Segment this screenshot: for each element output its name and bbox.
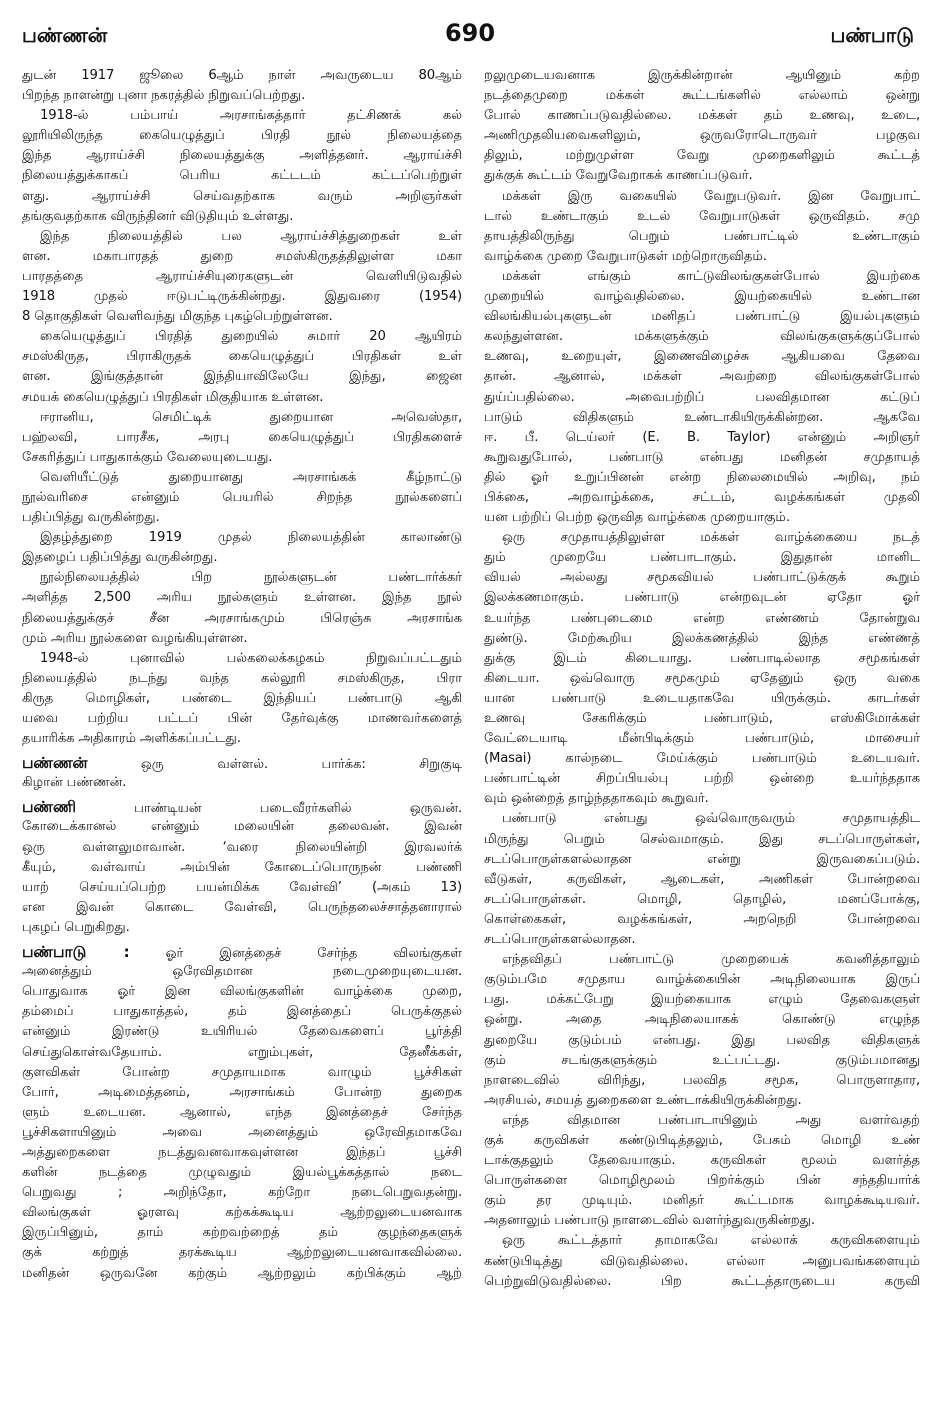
line-text: கலந்துள்ளன. மக்களுக்கும் விலங்குகளுக்குப்போல் [484, 329, 920, 345]
line-text: விலங்கியல்புகளுடன் மனிதப் பண்பாட்டு இயல்புகளும் [484, 309, 920, 325]
text-line [484, 609, 920, 629]
line-text: செய்துகொள்வதேயாம். எறும்புகள், தேனீக்கள், [22, 1044, 462, 1060]
text-line [22, 247, 462, 267]
text-line [484, 126, 920, 146]
line-text: திலும், மற்றுமுள்ள வேறு முறைகளிலும் கூட்டத் [484, 148, 920, 164]
line-text: ஈ. பீ. டெய்லர் (E. B. Taylor) என்னும் அறிஞர் [484, 429, 920, 445]
text-line [484, 247, 920, 267]
line-text: பாரதத்தை ஆராய்ச்சியுரைகளுடன் வெளியிடுவதில் [22, 268, 462, 284]
line-text: கிடையா. ஒவ்வொரு சமூகமும் ஏதேனும் ஒரு வகை [484, 670, 920, 686]
line-text: ஒரு சமுதாயத்திலுள்ள மக்கள் வாழ்க்கையை நடத் [502, 530, 920, 546]
line-text: பஹ்லவி, பாரசீக, அரபு கையெழுத்துப் பிரதிகளைச் [22, 429, 462, 445]
line-text: எந்த விதமான பண்பாடாயினும் அது வளர்வதற் [502, 1112, 920, 1128]
line-text: லூரியிலிருந்த கையெழுத்துப் பிரதி நூல் நிலையத்தை [22, 128, 462, 144]
line-text: முறையில் வாழ்வதில்லை. இயற்கையில் உண்டான [484, 289, 920, 305]
line-text: தங்குவதற்காக விருந்தினர் விடுதியும் உள்ளது. [22, 208, 294, 224]
text-line [22, 388, 462, 408]
text-line [22, 1123, 462, 1143]
text-line [484, 1211, 920, 1231]
text-line [22, 588, 462, 608]
line-text: நிலையத்துக்குச் சீன அரசாங்கமும் பிரெஞ்சு அரசாங்க [22, 610, 462, 626]
text-line [22, 609, 462, 629]
line-text: சடப்பொருள்களல்லாதன என்று இருவகைப்படும். [484, 851, 920, 867]
line-text: துக்குக் கூட்டம் வேறுவேறாகக் காணப்படுவர். [484, 168, 753, 184]
line-text: மும் அரிய நூல்களை வழங்கியுள்ளன. [22, 630, 248, 646]
text-line [22, 528, 462, 548]
text-line [22, 1264, 462, 1284]
line-text: வேட்டையாடி மீன்பிடிக்கும் பண்பாடும், மாசையர் [484, 731, 920, 747]
text-line [484, 709, 920, 729]
line-text: கையெழுத்துப் பிரதித் துறையில் சுமார் 20 ஆயிரம் [40, 329, 462, 345]
line-text: நூல்வரிசை என்னும் பெயரில் சிறந்த நூல்களைப் [22, 489, 462, 505]
text-line [22, 548, 462, 568]
line-text: றலுமுடையவனாக இருக்கின்றான் ஆயினும் கற்ற [484, 68, 920, 83]
text-line [22, 918, 462, 938]
line-text: மக்கள் இரு வகையில் வேறுபடுவர். இன வேறுபாட் [502, 188, 920, 204]
text-line [484, 649, 920, 669]
line-text: மக்கள் எங்கும் காட்டுவிலங்குகள்போல் இயற்கை [502, 268, 920, 284]
line-text: புகழப் பெறுகிறது. [22, 919, 130, 935]
text-line [484, 86, 920, 106]
line-text: பாண்டியன் படைவீரர்களில் ஒருவன். [75, 801, 462, 817]
line-text: தயாரிக்க அதிகாரம் அளிக்கப்பட்டது. [22, 731, 241, 747]
line-text: இந்த ஆராய்ச்சி நிலையத்துக்கு அளித்தனர். ஆராய்ச்சி [22, 148, 462, 164]
text-line [484, 227, 920, 247]
line-text: தும் முறையே பண்பாடாகும். இதுதான் மானிட [484, 550, 920, 566]
line-text: பெறுவது ; அறிந்தோ, கற்றோ நடைபெறுவதன்று. [22, 1185, 462, 1201]
line-text: ளும் உடையன. ஆனால், எந்த இனத்தைச் சேர்ந்த [22, 1104, 462, 1120]
text-line [484, 66, 920, 86]
text-line [22, 408, 462, 428]
text-line [484, 448, 920, 468]
text-line [22, 1063, 462, 1083]
line-text: யவை பற்றிய பட்டப் பின் தேர்வுக்கு மாணவர்களைத் [22, 711, 462, 726]
text-line [22, 1002, 462, 1022]
text-line [22, 649, 462, 669]
text-line [484, 146, 920, 166]
line-text: போல் காணப்படுவதில்லை. மக்கள் தம் உணவு, உடை, [484, 108, 920, 124]
text-line [484, 729, 920, 749]
line-text: பிக்கை, அறவாழ்க்கை, சட்டம், வழக்கங்கள் முதலி [484, 489, 920, 505]
text-line [22, 797, 462, 817]
line-text: கும் தர முடியும். மனிதர் கூட்டமாக வாழக்கூடியவர். [484, 1193, 920, 1209]
text-line [22, 858, 462, 878]
text-line [22, 327, 462, 347]
entry-headword: பண்ணி [22, 798, 76, 817]
text-line [22, 1083, 462, 1103]
text-line [22, 508, 462, 528]
text-line [484, 1252, 920, 1272]
running-head-right: பண்பாடு [830, 23, 914, 47]
text-line [484, 488, 920, 508]
line-text: நிலையத்தில் நடந்து வந்த கல்லூரி சமஸ்கிருத, பிரா [22, 670, 462, 686]
line-text: அளித்த 2,500 அரிய நூல்களும் உள்ளன. இந்த நூல் [22, 590, 462, 606]
text-line [484, 528, 920, 548]
line-text: பெற்றுவிடுவதில்லை. பிற கூட்டத்தாருடைய கருவி [484, 1273, 920, 1289]
line-text: துறையே குடும்பம் என்பது. இது பலவித விதிகளுக் [484, 1032, 920, 1048]
text-line [484, 468, 920, 488]
line-text: கண்டுபிடித்து விடுவதில்லை. எல்லா அனுபவங்களையும் [484, 1253, 920, 1269]
line-text: அதனாலும் பண்பாடு நாளடைவில் வளர்ந்துவருகின்றது. [484, 1213, 815, 1229]
text-line [484, 1151, 920, 1171]
line-text: பது. மக்கட்பேறு இயற்கையாக எழும் தேவைகளுள் [484, 992, 920, 1008]
text-line [22, 86, 462, 106]
text-line [484, 1091, 920, 1111]
text-line [484, 629, 920, 649]
line-text: கீயும், வள்வாய் அம்பின் கோடைப்பொருநன் பண்ணி [22, 859, 462, 875]
text-line [22, 773, 462, 793]
line-text: சேகரித்துப் பாதுகாக்கும் வேலையுடையது. [22, 449, 273, 465]
line-text: களின் நடத்தை முழுவதும் இயல்பூக்கத்தால் நடை [22, 1165, 462, 1181]
line-text: இருப்பினும், தாம் கற்றவற்றைத் தம் குழந்தைகளுக் [22, 1225, 462, 1241]
line-text: பொருள்களை மொழிமூலம் பிறர்க்கும் பின் சந்ததியார்க் [484, 1173, 920, 1189]
text-line [22, 126, 462, 146]
line-text: ஈரானிய, செமிட்டிக் துறையான அவெஸ்தா, [40, 409, 462, 425]
text-line [22, 942, 462, 962]
line-text: துய்ப்பதில்லை. அவைபற்றிப் பலவிதமான கட்டுப் [484, 389, 920, 405]
line-text: ளன. மகாபாரதத் துறை சமஸ்கிருதத்திலுள்ள மகா [22, 248, 462, 264]
entry-headword: பண்ணன் [22, 754, 88, 773]
line-text: இதழைப் பதிப்பித்து வருகின்றது. [22, 550, 218, 566]
text-line [22, 488, 462, 508]
text-line [484, 809, 920, 829]
line-text: ஓர் இனத்தைச் சேர்ந்த விலங்குகள் [129, 946, 462, 962]
text-line [484, 548, 920, 568]
line-text: மனிதன் ஒருவனே கற்கும் ஆற்றலும் கற்பிக்கும் ஆற் [22, 1265, 462, 1281]
text-line [484, 106, 920, 126]
text-line [22, 962, 462, 982]
text-line [484, 1171, 920, 1191]
line-text: தாயத்திலிருந்து பெறும் பண்பாட்டில் உண்டாகும் [484, 228, 920, 244]
line-text: சடப்பொருள்களல்லாதன. [484, 932, 636, 948]
line-text: துண்டு. மேற்கூறிய இலக்கணத்தில் இந்த எண்ணத் [484, 630, 920, 646]
line-text: கோடைக்கானல் என்னும் மலையின் தலைவன். இவன் [22, 819, 462, 835]
line-text: ஒரு கூட்டத்தார் தாமாகவே எல்லாக் கருவிகளையும் [502, 1233, 920, 1249]
text-line [22, 898, 462, 918]
line-text: நிலையத்துக்காகப் பெரிய கட்டடம் கட்டப்பெற்றுள் [22, 168, 462, 184]
page-number: 690 [444, 19, 496, 47]
line-text: பண்பாட்டின் சிறப்பியல்பு பற்றி ஒன்றை உயர்ந்ததாக [484, 771, 920, 787]
line-text: சடப்பொருள்கள். மொழி, தொழில், மனப்போக்கு, [484, 891, 920, 907]
text-line [484, 1051, 920, 1071]
text-line [484, 588, 920, 608]
text-line [22, 1163, 462, 1183]
text-line [22, 187, 462, 207]
line-text: வீடுகள், கருவிகள், ஆடைகள், அணிகள் போன்றவை [484, 871, 920, 887]
line-text: பிறந்த நாளன்று புனா நகரத்தில் நிறுவப்பெற்றது. [22, 88, 306, 104]
line-text: பூச்சிகளாயினும் அவை அனைத்தும் ஒரேவிதமாகவே [22, 1124, 462, 1140]
line-text: 1918-ல் பம்பாய் அரசாங்கத்தார் தட்சிணக் கல் [40, 108, 462, 124]
text-line [484, 689, 920, 709]
text-line [22, 428, 462, 448]
line-text: உணவு, உறையுள், இணைவிழைச்சு ஆகியவை தேவை [484, 349, 920, 365]
text-line [22, 166, 462, 186]
text-line [484, 1010, 920, 1030]
text-line [22, 1022, 462, 1042]
line-text: அரசியல், சமயத் துறைகளை உண்டாக்கியிருக்கின்றது. [484, 1092, 802, 1108]
line-text: அத்துறைகளை நடத்துவனவாகவுள்ளன இந்தப் பூச்சி [22, 1144, 462, 1160]
line-text: குடும்பமே சமுதாய வாழ்க்கையின் அடிநிலையாக இருப் [484, 972, 920, 988]
text-line [484, 830, 920, 850]
text-line [22, 1183, 462, 1203]
line-text: இதழ்த்துறை 1919 முதல் நிலையத்தின் காலாண்டு [40, 530, 462, 546]
text-line [22, 729, 462, 749]
line-text: பொதுவாக ஓர் இன விலங்குகளின் வாழ்க்கை முறை, [22, 984, 462, 1000]
line-text: 8 தொகுதிகள் வெளிவந்து மிகுந்த புகழ்பெற்றுள்ளன. [22, 309, 333, 325]
running-head-left: பண்ணன் [22, 23, 108, 47]
text-line [484, 1272, 920, 1292]
line-text: வெளியீட்டுத் துறையானது அரசாங்கக் கீழ்நாட்டு [40, 469, 462, 485]
text-line [484, 568, 920, 588]
text-line [484, 1191, 920, 1211]
text-line [22, 689, 462, 709]
text-line [484, 347, 920, 367]
right-column [484, 66, 920, 1292]
text-line [484, 388, 920, 408]
line-text: வியல் அல்லது சமூகவியல் பண்பாட்டுக்குக் கூறும் [484, 570, 920, 586]
line-text: டால் உண்டாகும் உடல் வேறுபாடுகள் ஒருவிதம். சமு [484, 208, 920, 224]
line-text: அணிமுதலியவைகளிலும், ஒருவரோடொருவர் பழகுவ [484, 128, 920, 144]
left-column [22, 66, 462, 1284]
text-line [22, 66, 462, 86]
line-text: யன பற்றிப் பெற்ற ஒருவித வாழ்க்கை முறையாகும். [484, 510, 790, 526]
text-line [22, 1103, 462, 1123]
text-line [22, 106, 462, 126]
text-line [22, 838, 462, 858]
text-line [484, 850, 920, 870]
line-text: நூல்நிலையத்தில் பிற நூல்களுடன் பண்டார்க்கர் [40, 570, 462, 586]
line-text: உணவு சேகரிக்கும் பண்பாடும், எஸ்கிமோக்கள் [484, 711, 920, 726]
text-line [22, 1223, 462, 1243]
line-text: கூறுவதுபோல், பண்பாடு என்பது மனிதன் சமுதாயத் [484, 449, 920, 465]
text-line [22, 629, 462, 649]
text-line [22, 669, 462, 689]
text-line [22, 1203, 462, 1223]
text-line [484, 990, 920, 1010]
text-line [22, 1143, 462, 1163]
text-line [484, 769, 920, 789]
line-text: தம்மைப் பாதுகாத்தல், தம் இனத்தைப் பெருக்குதல் [22, 1004, 462, 1020]
text-line [484, 508, 920, 528]
line-text: சமஸ்கிருத, பிராகிருதக் கையெழுத்துப் பிரதிகள் உள் [22, 349, 462, 365]
line-text: ளன. இங்குத்தான் இந்தியாவிலேயே இந்து, ஜைன [22, 369, 462, 385]
line-text: போர், அடிமைத்தனம், அரசாங்கம் போன்ற துறைக [22, 1084, 462, 1100]
line-text: மிருந்து பெறும் செல்வமாகும். இது சடப்பொருள்கள், [484, 831, 920, 847]
text-line [484, 428, 920, 448]
text-line [22, 817, 462, 837]
text-line [484, 327, 920, 347]
line-text: என இவன் கொடை வேள்வி, பெருந்தலைச்சாத்தனாரால் [22, 899, 462, 915]
line-text: குக் கற்றுத் தரக்கூடிய ஆற்றலுடையனவாகவில்லை. [22, 1245, 462, 1261]
line-text: பாடும் விதிகளும் உண்டாகியிருக்கின்றன. ஆகவே [484, 409, 920, 425]
text-line [484, 367, 920, 387]
text-line [484, 207, 920, 227]
text-line [484, 749, 920, 769]
line-text: கிருத மொழிகள், பண்டை இந்தியப் பண்பாடு ஆகி [22, 690, 462, 706]
line-text: பண்பாடு என்பது ஒவ்வொருவரும் சமுதாயத்திட [502, 811, 920, 827]
text-line [484, 930, 920, 950]
text-line [484, 950, 920, 970]
text-line [22, 347, 462, 367]
line-text: பதிப்பித்து வருகின்றது. [22, 510, 160, 526]
text-line [484, 789, 920, 809]
text-line [22, 1243, 462, 1263]
text-line [484, 267, 920, 287]
line-text: டாக்குதலும் தேவையாகும். கருவிகள் மூலம் வளர்த்த [484, 1153, 920, 1169]
line-text: உயர்ந்த பண்புடைமை என்ற எண்ணம் தோன்றுவ [484, 610, 920, 626]
text-line [484, 890, 920, 910]
line-text: தான். ஆனால், மக்கள் அவற்றை விலங்குகள்போல் [484, 369, 920, 385]
line-text: ஒரு வள்ளலுமாவான். ‘வரை நிலையின்றி இரவலர்க் [22, 839, 462, 855]
text-line [22, 207, 462, 227]
text-line [22, 146, 462, 166]
line-text: கும் சடங்குகளுக்கும் உட்பட்டது. குடும்பமானது [484, 1052, 920, 1068]
text-line [484, 307, 920, 327]
line-text: என்னும் இரண்டு உயிரியல் தேவைகளைப் பூர்த்தி [22, 1024, 462, 1040]
line-text: யாற் செய்யப்பெற்ற பயன்மிக்க வேள்வி’ (அகம் 13) [22, 879, 462, 895]
text-line [22, 1043, 462, 1063]
text-line [484, 408, 920, 428]
text-line [22, 227, 462, 247]
text-line [484, 669, 920, 689]
line-text: யான பண்பாடு உடையதாகவே யிருக்கும். காடர்கள் [484, 690, 920, 706]
line-text: குக் கருவிகள் கண்டுபிடித்தலும், பேசும் மொழி உண் [484, 1132, 920, 1148]
line-text: ஒன்று. அதை அடிநிலையாகக் கொண்டு எழுந்த [484, 1012, 920, 1028]
line-text: நடத்தைமுறை மக்கள் கூட்டங்களில் எல்லாம் ஒன்று [484, 88, 920, 104]
line-text: கிழான் பண்ணன். [22, 775, 127, 791]
entry-headword: பண்பாடு : [22, 943, 130, 962]
line-text: தில் ஓர் உறுப்பினன் என்ற நிலைமையில் அறிவு, நம் [484, 469, 920, 485]
line-text: விலங்குகள் ஓரளவு கற்கக்கூடிய ஆற்றலுடையனவாக [22, 1205, 462, 1221]
line-text: வும் ஒன்றைத் தாழ்ந்ததாகவும் கூறுவர். [484, 791, 709, 807]
line-text: 1948-ல் புனாவில் பல்கலைக்கழகம் நிறுவப்பட்டதும் [40, 650, 462, 666]
line-text: 1918 முதல் ஈடுபட்டிருக்கின்றது. இதுவரை (1954) [22, 289, 462, 305]
text-line [22, 307, 462, 327]
line-text: குளவிகள் போன்ற சமுதாயமாக வாழும் பூச்சிகள் [22, 1064, 462, 1080]
text-line [22, 709, 462, 729]
text-line [484, 970, 920, 990]
text-line [484, 287, 920, 307]
text-line [22, 468, 462, 488]
text-line [22, 982, 462, 1002]
text-line [22, 753, 462, 773]
text-line [22, 568, 462, 588]
text-line [484, 1071, 920, 1091]
line-text: நாளடைவில் விரிந்து, பலவித சமூக, பொருளாதார, [484, 1072, 920, 1088]
line-text: அனைத்தும் ஒரேவிதமான நடைமுறையுடையன. [22, 964, 462, 980]
line-text: இந்த நிலையத்தில் பல ஆராய்ச்சித்துறைகள் உள் [40, 228, 462, 244]
line-text: துக்கு இடம் கிடையாது. பண்பாடில்லாத சமூகங்கள் [484, 650, 920, 666]
text-line [22, 367, 462, 387]
line-text: எந்தவிதப் பண்பாட்டு முறையைக் கவனித்தாலும் [502, 952, 920, 968]
line-text: வாழ்க்கை முறை வேறுபாடுகள் மற்றொருவிதம். [484, 248, 767, 264]
line-text: ளது. ஆராய்ச்சி செய்வதற்காக வரும் அறிஞர்கள் [22, 188, 462, 204]
text-line [22, 287, 462, 307]
text-line [484, 187, 920, 207]
line-text: ஒரு வள்ளல். பார்க்க: சிறுகுடி [87, 757, 462, 773]
line-text: துடன் 1917 ஜூலை 6ஆம் நாள் அவருடைய 80ஆம் [22, 68, 462, 83]
text-line [484, 910, 920, 930]
text-line [484, 1131, 920, 1151]
line-text: கொள்கைகள், வழக்கங்கள், அறநெறி போன்றவை [484, 911, 920, 927]
text-line [484, 870, 920, 890]
text-line [484, 1031, 920, 1051]
line-text: சமயக் கையெழுத்துப் பிரதிகள் மிகுதியாக உள்ளன. [22, 389, 324, 405]
line-text: (Masai) கால்நடை மேய்க்கும் பண்பாடும் உடையவர். [484, 751, 920, 767]
text-line [22, 267, 462, 287]
text-line [484, 1231, 920, 1251]
text-line [22, 878, 462, 898]
text-line [484, 1111, 920, 1131]
text-line [22, 448, 462, 468]
line-text: இலக்கணமாகும். பண்பாடு என்றவுடன் ஏதோ ஓர் [484, 590, 920, 606]
text-line [484, 166, 920, 186]
